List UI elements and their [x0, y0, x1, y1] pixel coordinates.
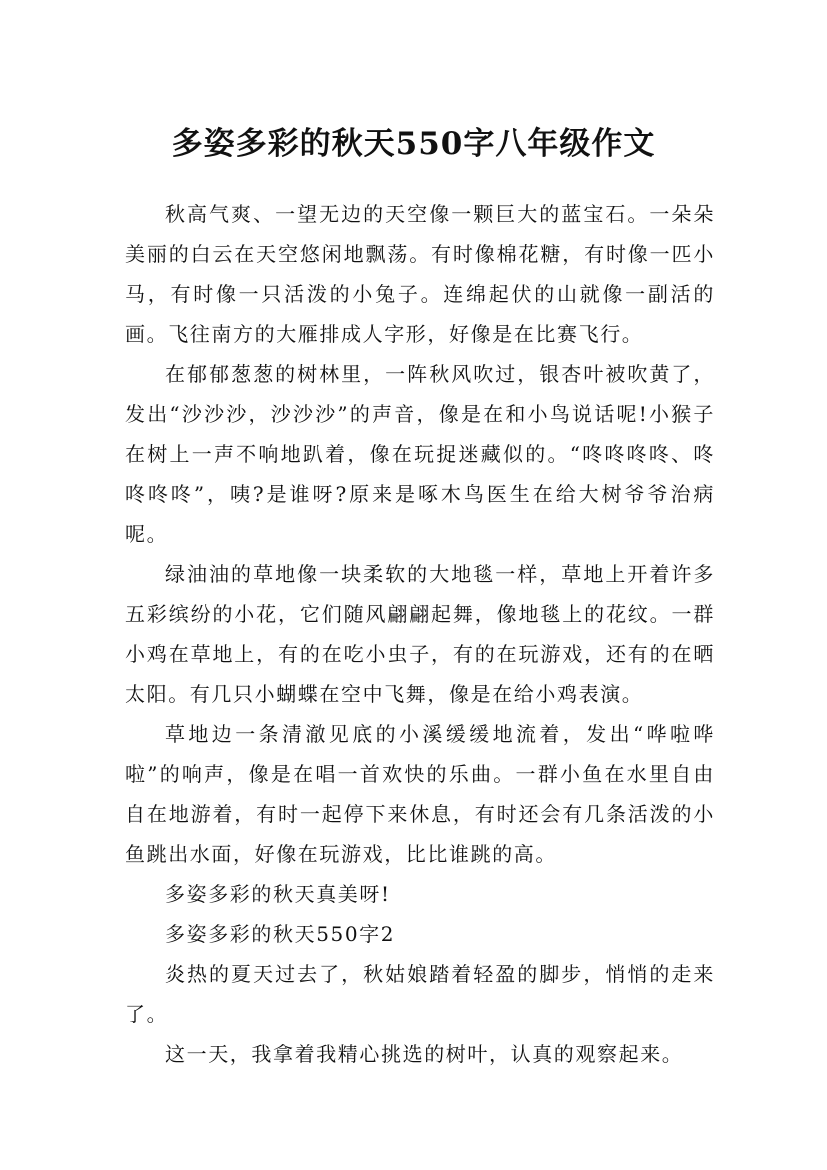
paragraph: 在郁郁葱葱的树林里，一阵秋风吹过，银杏叶被吹黄了，发出“沙沙沙，沙沙沙”的声音，像是在和小鸟说话呢!小猴子在树上一声不响地趴着，像在玩捉迷藏似的。“咚咚咚咚、咚咚咚咚”，咦?是谁呀?原来是啄木鸟医生在给大树爷爷治病呢。	[125, 362, 715, 546]
paragraph: 炎热的夏天过去了，秋姑娘踏着轻盈的脚步，悄悄的走来了。	[125, 962, 715, 1026]
paragraph: 绿油油的草地像一块柔软的大地毯一样，草地上开着许多五彩缤纷的小花，它们随风翩翩起舞，像地毯上的花纹。一群小鸡在草地上，有的在吃小虫子，有的在玩游戏，还有的在晒太阳。有几只小蝴蝶在空中飞舞，像是在给小鸡表演。	[125, 562, 715, 706]
document-body	[125, 194, 715, 1074]
paragraph: 秋高气爽、一望无边的天空像一颗巨大的蓝宝石。一朵朵美丽的白云在天空悠闲地飘荡。有时像棉花糖，有时像一匹小马，有时像一只活泼的小兔子。连绵起伏的山就像一副活的画。飞往南方的大雁排成人字形，好像是在比赛飞行。	[125, 202, 715, 346]
paragraph: 多姿多彩的秋天真美呀!	[165, 882, 391, 906]
section-heading: 多姿多彩的秋天550字2	[165, 922, 396, 946]
paragraph: 草地边一条清澈见底的小溪缓缓地流着，发出“哗啦哗啦”的响声，像是在唱一首欢快的乐曲。一群小鱼在水里自由自在地游着，有时一起停下来休息，有时还会有几条活泼的小鱼跳出水面，好像在玩游戏，比比谁跳的高。	[125, 722, 715, 866]
document-title: 多姿多彩的秋天550字八年级作文	[171, 125, 656, 162]
paragraph: 这一天，我拿着我精心挑选的树叶，认真的观察起来。	[165, 1042, 684, 1066]
